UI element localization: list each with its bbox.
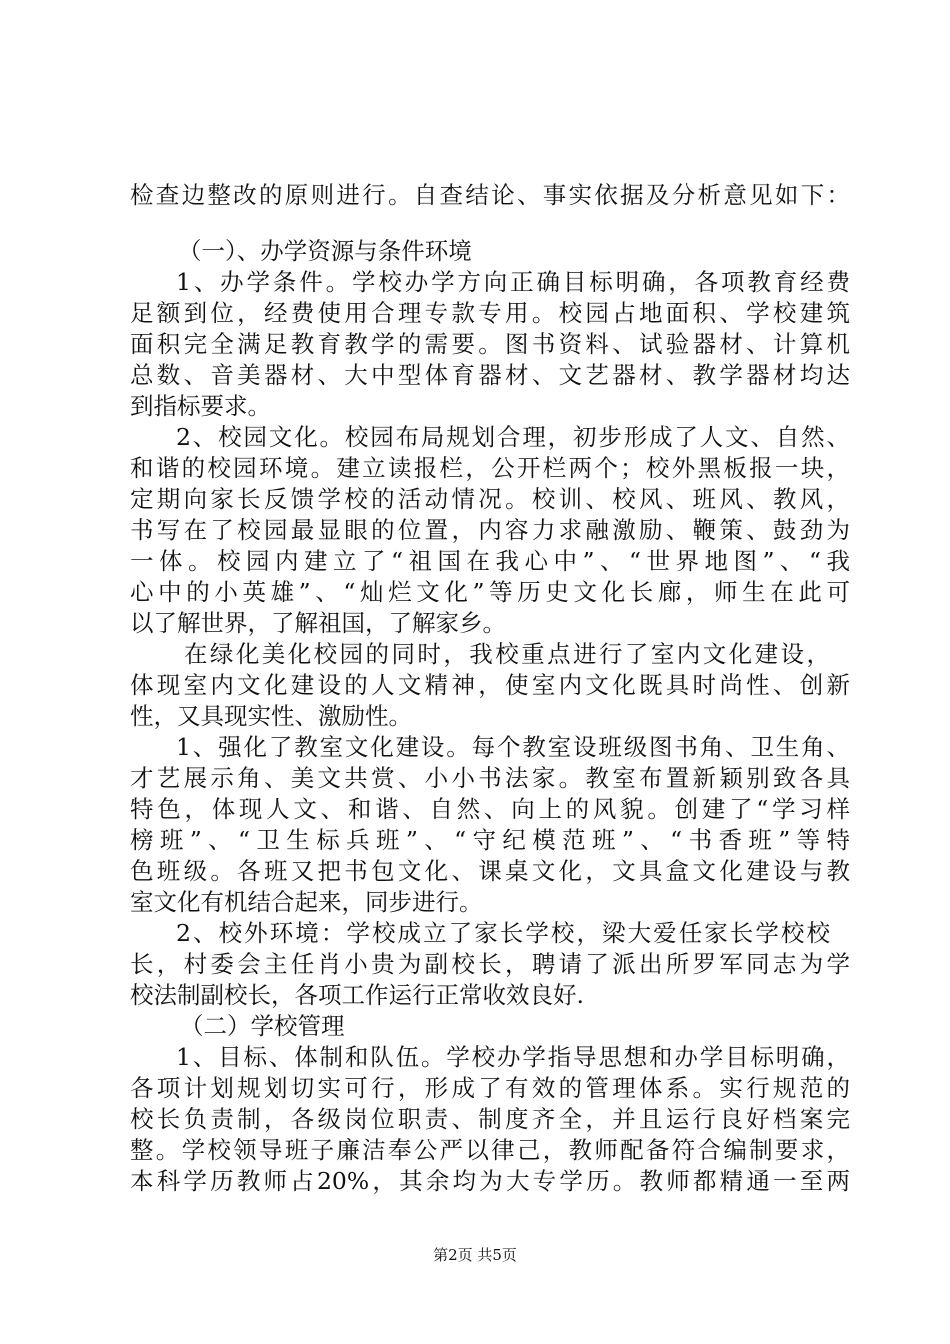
text-line: 检查边整改的原则进行。自查结论、事实依据及分析意见如下： bbox=[130, 181, 850, 209]
text-line: 才艺展示角、美文共赏、小小书法家。教室布置新颖别致各具 bbox=[130, 764, 850, 792]
text-line: 和谐的校园环境。建立读报栏，公开栏两个；校外黑板报一块， bbox=[130, 454, 850, 482]
text-line: 校长负责制，各级岗位职责、制度齐全，并且运行良好档案完 bbox=[130, 1105, 850, 1133]
text-line: 总数、音美器材、大中型体育器材、文艺器材、教学器材均达 bbox=[130, 361, 850, 389]
text-line: 面积完全满足教育教学的需要。图书资料、试验器材、计算机 bbox=[130, 330, 850, 358]
text-line: 定期向家长反馈学校的活动情况。校训、校风、班风、教风， bbox=[130, 485, 850, 513]
text-line: 一体。校园内建立了“祖国在我心中”、“世界地图”、“我 bbox=[130, 547, 850, 575]
text-line: 色班级。各班又把书包文化、课桌文化，文具盒文化建设与教 bbox=[130, 857, 850, 885]
section-heading: （二）学校管理 bbox=[180, 1012, 345, 1040]
text-line: 心中的小英雄”、“灿烂文化”等历史文化长廊，师生在此可 bbox=[130, 578, 850, 606]
text-line: 以了解世界，了解祖国，了解家乡。 bbox=[130, 609, 506, 637]
text-line: 室文化有机结合起来，同步进行。 bbox=[130, 888, 483, 916]
text-line: 长，村委会主任肖小贵为副校长，聘请了派出所罗军同志为学 bbox=[130, 950, 850, 978]
text-line: 榜班”、“卫生标兵班”、“守纪模范班”、“书香班”等特 bbox=[130, 826, 850, 854]
text-line: 到指标要求。 bbox=[130, 392, 271, 420]
text-line: 1、强化了教室文化建设。每个教室设班级图书角、卫生角、 bbox=[176, 733, 850, 761]
text-line: 1、办学条件。学校办学方向正确目标明确，各项教育经费 bbox=[176, 268, 850, 296]
section-heading: （一）、办学资源与条件环境 bbox=[178, 237, 472, 265]
text-line: 2、校园文化。校园布局规划合理，初步形成了人文、自然、 bbox=[176, 423, 850, 451]
text-line: 各项计划规划切实可行，形成了有效的管理体系。实行规范的 bbox=[130, 1074, 850, 1102]
text-line: 特色，体现人文、和谐、自然、向上的风貌。创建了“学习样 bbox=[130, 795, 850, 823]
text-line: 1、目标、体制和队伍。学校办学指导思想和办学目标明确， bbox=[176, 1043, 850, 1071]
text-line: 校法制副校长，各项工作运行正常收效良好. bbox=[130, 981, 584, 1009]
page-number-footer: 第2页 共5页 bbox=[433, 1246, 517, 1264]
text-line: 在绿化美化校园的同时，我校重点进行了室内文化建设， bbox=[184, 640, 830, 668]
text-line: 性，又具现实性、激励性。 bbox=[130, 702, 412, 730]
text-line: 本科学历教师占20%，其余均为大专学历。教师都精通一至两 bbox=[130, 1167, 850, 1195]
text-line: 足额到位，经费使用合理专款专用。校园占地面积、学校建筑 bbox=[130, 299, 850, 327]
text-line: 整。学校领导班子廉洁奉公严以律己，教师配备符合编制要求， bbox=[130, 1136, 850, 1164]
text-line: 书写在了校园最显眼的位置，内容力求融激励、鞭策、鼓劲为 bbox=[130, 516, 850, 544]
text-line: 2、校外环境：学校成立了家长学校，梁大爱任家长学校校 bbox=[176, 919, 830, 947]
text-line: 体现室内文化建设的人文精神，使室内文化既具时尚性、创新 bbox=[130, 671, 850, 699]
